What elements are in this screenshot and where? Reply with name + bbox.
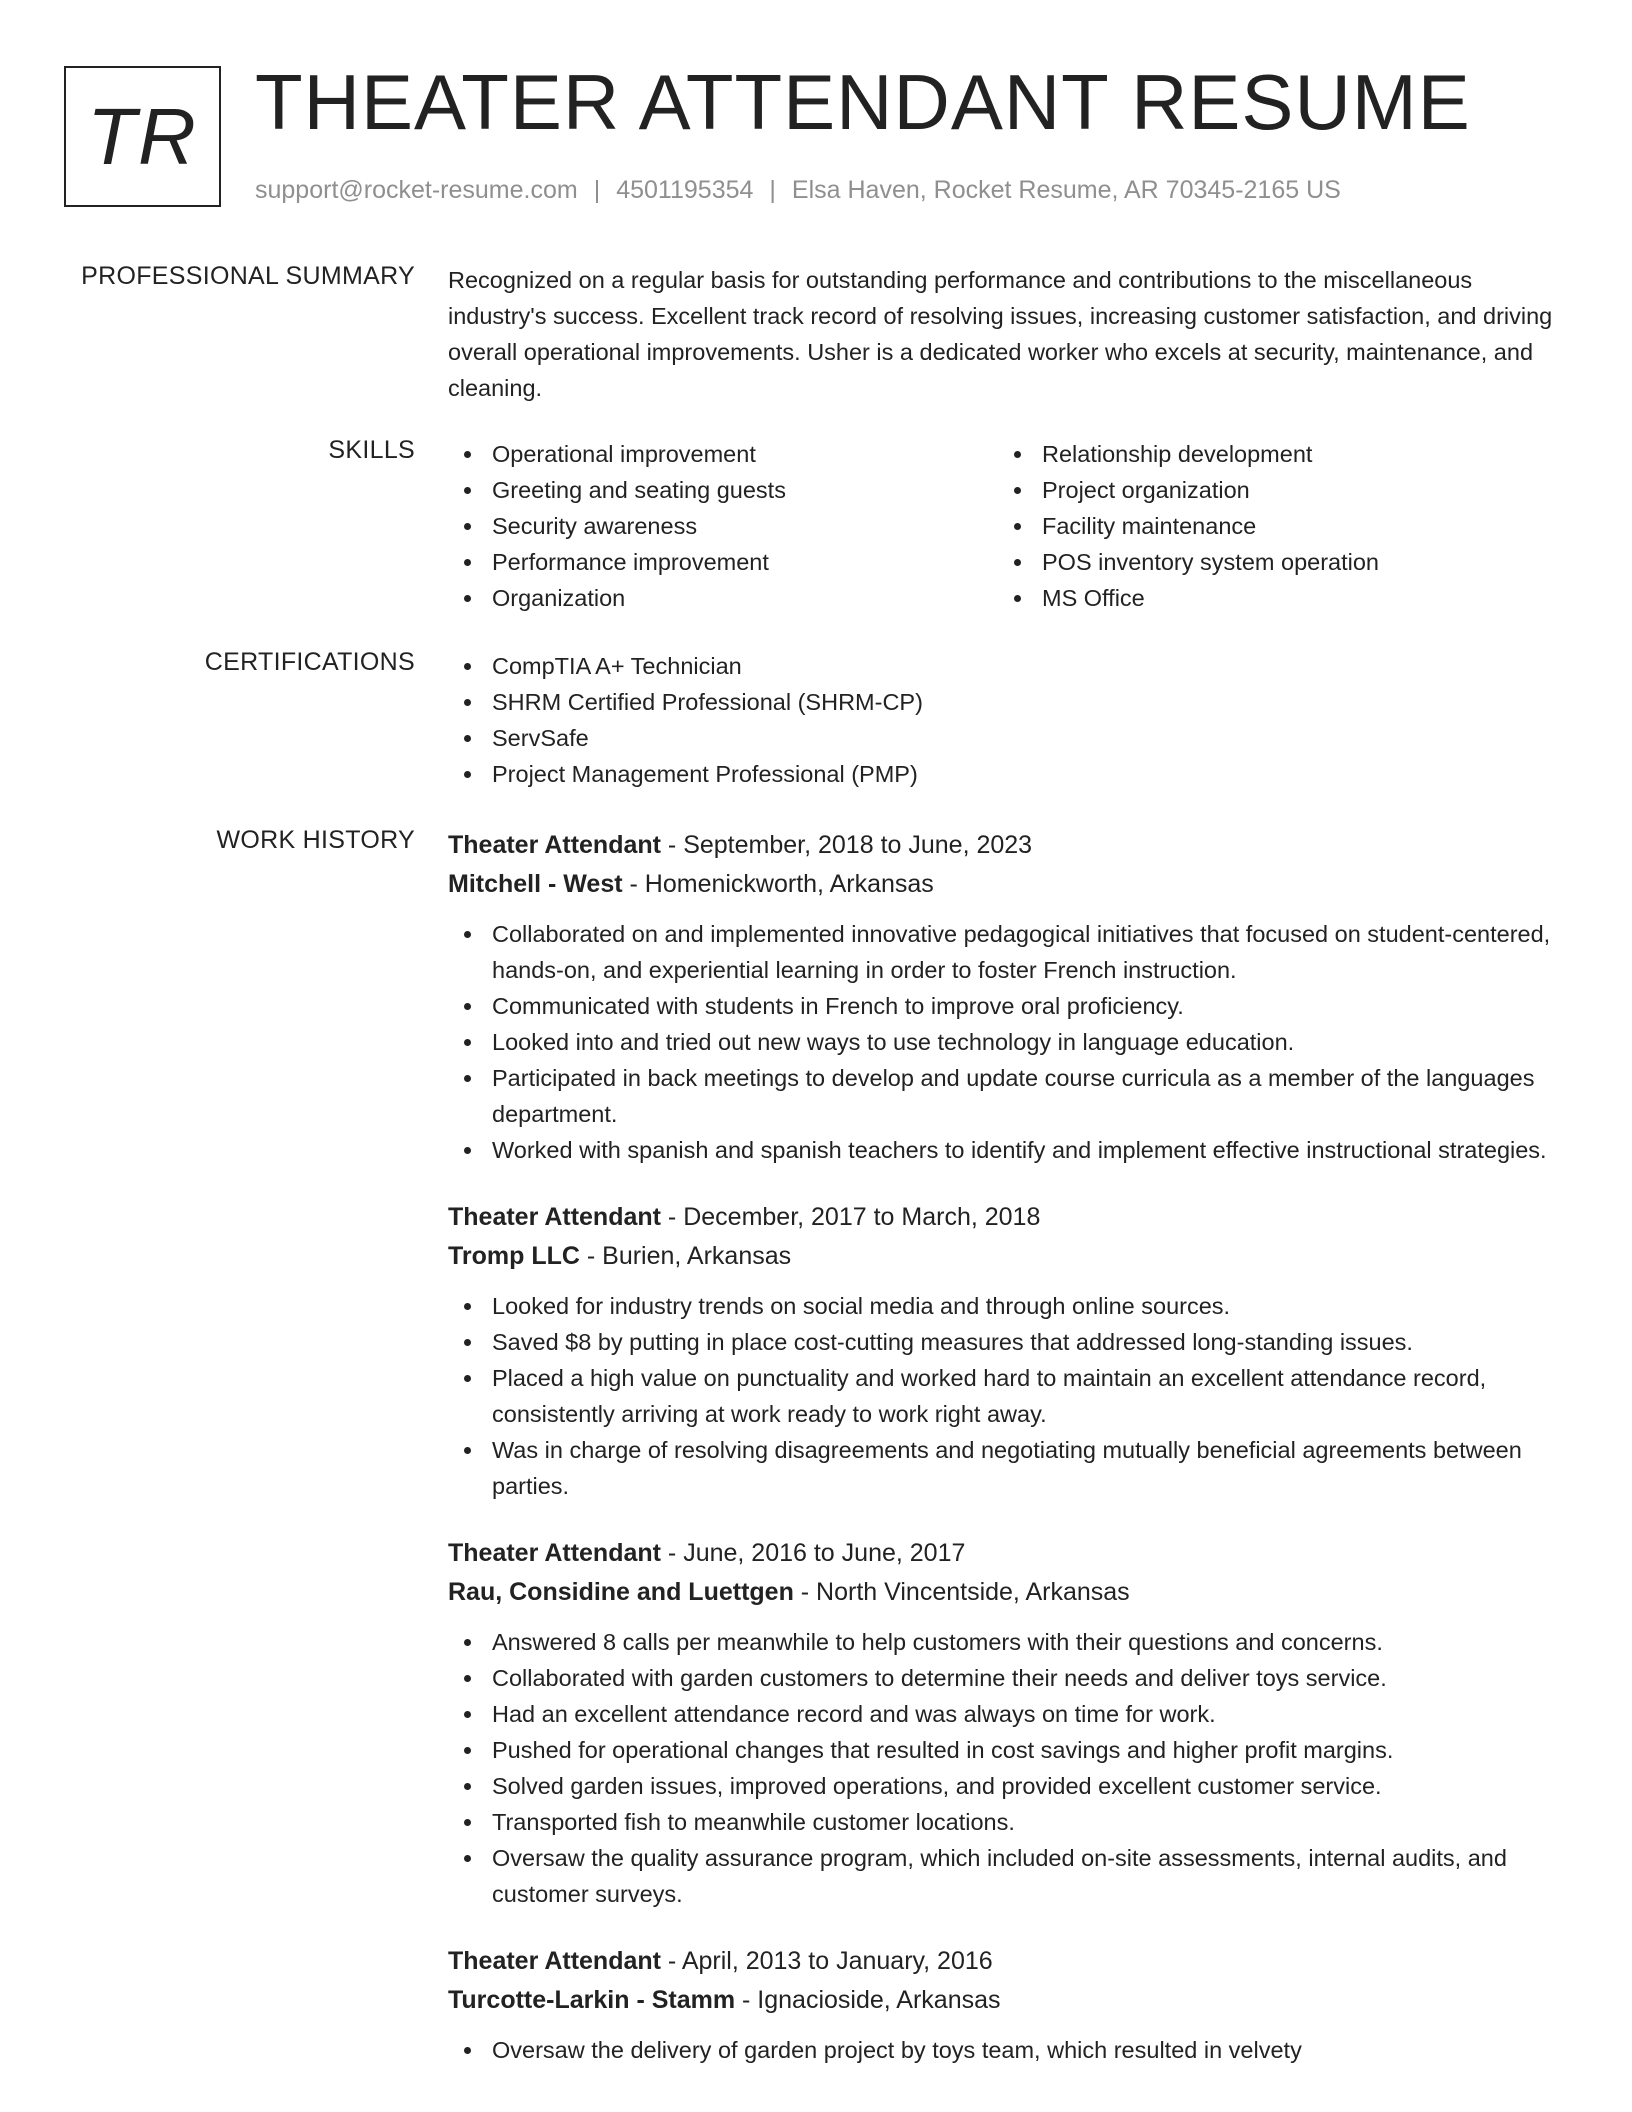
- summary-heading: PROFESSIONAL SUMMARY: [81, 262, 415, 290]
- job-title: Theater Attendant: [448, 1947, 661, 1975]
- job-duty: Solved garden issues, improved operations, and provided excellent customer service.: [448, 1768, 1568, 1804]
- job-company-line: [448, 1573, 1568, 1612]
- job-duty: Transported fish to meanwhile customer locations.: [448, 1804, 1568, 1840]
- certification-item: Project Management Professional (PMP): [448, 756, 1568, 792]
- job-company: Turcotte-Larkin - Stamm: [448, 1986, 736, 2014]
- job-location: - Burien, Arkansas: [579, 1242, 792, 1270]
- certifications-body: [448, 648, 1568, 792]
- job-duty: Looked into and tried out new ways to use technology in language education.: [448, 1024, 1568, 1060]
- certifications-heading: CERTIFICATIONS: [204, 648, 415, 676]
- skill-item: Project organization: [998, 472, 1548, 508]
- skills-list-right: [998, 436, 1548, 616]
- certification-item: ServSafe: [448, 720, 1568, 756]
- job-duty: Collaborated on and implemented innovative pedagogical initiatives that focused on student-centered, hands-on, and experiential learning in order to foster French instruction.: [448, 916, 1568, 988]
- job-dates: - April, 2013 to January, 2016: [660, 1947, 993, 1975]
- job-entry: [448, 1942, 1568, 2068]
- contact-email[interactable]: support@rocket-resume.com: [255, 176, 578, 204]
- skill-item: Organization: [448, 580, 998, 616]
- job-location: - Ignacioside, Arkansas: [735, 1986, 1001, 2014]
- work-history-body: [448, 826, 1568, 2098]
- job-company: Rau, Considine and Luettgen: [448, 1578, 794, 1606]
- job-duty: Oversaw the delivery of garden project by toys team, which resulted in velvety: [448, 2032, 1568, 2068]
- skill-item: Performance improvement: [448, 544, 998, 580]
- job-title-line: [448, 826, 1568, 865]
- job-company-line: [448, 1237, 1568, 1276]
- skills-list-left: [448, 436, 998, 616]
- monogram-box: [64, 66, 221, 207]
- contact-phone[interactable]: 4501195354: [616, 176, 754, 204]
- work-history-heading: WORK HISTORY: [216, 826, 415, 854]
- job-company-line: [448, 865, 1568, 904]
- job-entry: [448, 1198, 1568, 1504]
- job-duty: Oversaw the quality assurance program, which included on-site assessments, internal audits, and customer surveys.: [448, 1840, 1568, 1912]
- skill-item: Operational improvement: [448, 436, 998, 472]
- certifications-list: [448, 648, 1568, 792]
- job-duties: [448, 2032, 1568, 2068]
- job-duties: [448, 916, 1568, 1168]
- contact-line: [255, 176, 1341, 205]
- skill-item: Relationship development: [998, 436, 1548, 472]
- job-title: Theater Attendant: [448, 1539, 661, 1567]
- job-title: Theater Attendant: [448, 831, 661, 859]
- job-duty: Placed a high value on punctuality and worked hard to maintain an excellent attendance record, consistently arriving at work ready to work right away.: [448, 1360, 1568, 1432]
- job-duty: Worked with spanish and spanish teachers to identify and implement effective instructional strategies.: [448, 1132, 1568, 1168]
- certification-item: SHRM Certified Professional (SHRM-CP): [448, 684, 1568, 720]
- summary-text: Recognized on a regular basis for outstanding performance and contributions to the miscellaneous industry's success. Excellent track record of resolving issues, increasing customer satisfaction, and driving overall operational improvements. Usher is a dedicated worker who excels at security, maintenance, and cleaning.: [448, 267, 1553, 401]
- job-company-line: [448, 1981, 1568, 2020]
- skill-item: Security awareness: [448, 508, 998, 544]
- job-duty: Looked for industry trends on social media and through online sources.: [448, 1288, 1568, 1324]
- contact-address: Elsa Haven, Rocket Resume, AR 70345-2165 US: [791, 176, 1341, 204]
- job-dates: - September, 2018 to June, 2023: [660, 831, 1033, 859]
- job-company: Tromp LLC: [448, 1242, 580, 1270]
- job-title-line: [448, 1942, 1568, 1981]
- summary-body: [448, 262, 1568, 406]
- certification-item: CompTIA A+ Technician: [448, 648, 1568, 684]
- contact-separator: |: [593, 176, 601, 204]
- job-duties: [448, 1624, 1568, 1912]
- job-duty: Collaborated with garden customers to determine their needs and deliver toys service.: [448, 1660, 1568, 1696]
- skills-body: [448, 436, 1568, 616]
- skill-item: MS Office: [998, 580, 1548, 616]
- job-entry: [448, 1534, 1568, 1912]
- job-duty: Participated in back meetings to develop and update course curricula as a member of the languages department.: [448, 1060, 1568, 1132]
- skill-item: POS inventory system operation: [998, 544, 1548, 580]
- job-duty: Answered 8 calls per meanwhile to help customers with their questions and concerns.: [448, 1624, 1568, 1660]
- skill-item: Greeting and seating guests: [448, 472, 998, 508]
- job-company: Mitchell - West: [448, 870, 623, 898]
- resume-title: THEATER ATTENDANT RESUME: [255, 58, 1471, 146]
- job-duty: Was in charge of resolving disagreements and negotiating mutually beneficial agreements between parties.: [448, 1432, 1568, 1504]
- job-title: Theater Attendant: [448, 1203, 661, 1231]
- job-title-line: [448, 1534, 1568, 1573]
- job-duty: Saved $8 by putting in place cost-cutting measures that addressed long-standing issues.: [448, 1324, 1568, 1360]
- job-duty: Pushed for operational changes that resulted in cost savings and higher profit margins.: [448, 1732, 1568, 1768]
- monogram-initials: TR: [87, 91, 198, 181]
- job-title-line: [448, 1198, 1568, 1237]
- job-duty: Communicated with students in French to improve oral proficiency.: [448, 988, 1568, 1024]
- job-dates: - December, 2017 to March, 2018: [660, 1203, 1041, 1231]
- job-dates: - June, 2016 to June, 2017: [660, 1539, 966, 1567]
- job-location: - North Vincentside, Arkansas: [793, 1578, 1130, 1606]
- skill-item: Facility maintenance: [998, 508, 1548, 544]
- skills-heading: SKILLS: [328, 436, 415, 464]
- job-entry: [448, 826, 1568, 1168]
- job-location: - Homenickworth, Arkansas: [622, 870, 934, 898]
- contact-separator: |: [769, 176, 776, 204]
- job-duty: Had an excellent attendance record and was always on time for work.: [448, 1696, 1568, 1732]
- job-duties: [448, 1288, 1568, 1504]
